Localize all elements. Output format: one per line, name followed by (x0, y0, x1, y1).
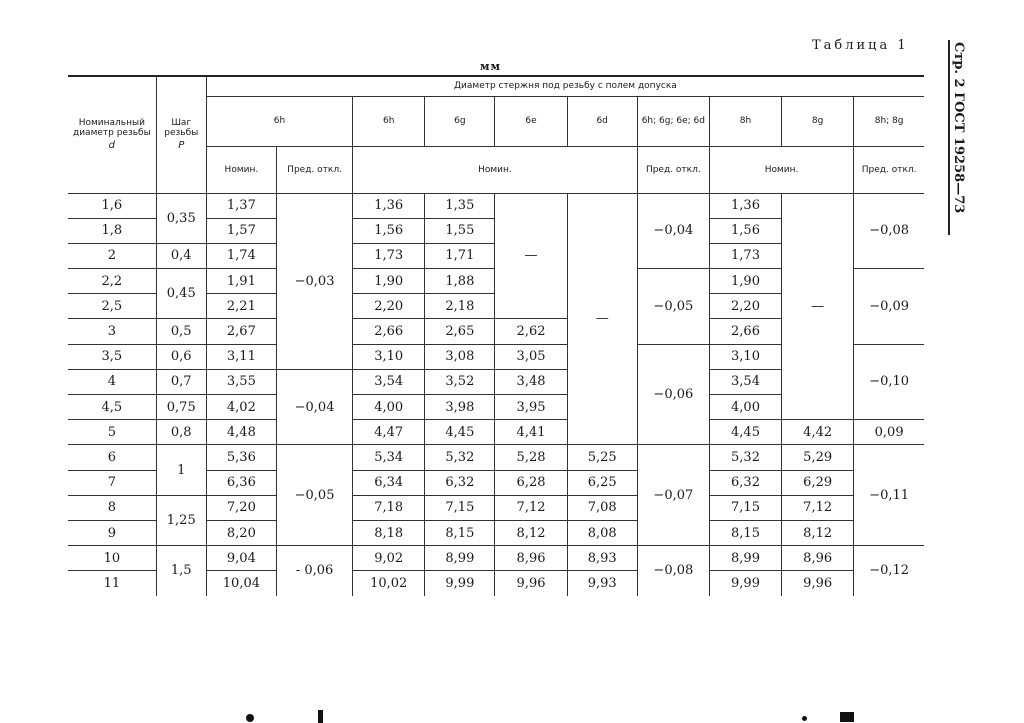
cell-nom-6e: 6,28 (495, 470, 567, 495)
cell-d: 9 (68, 520, 156, 545)
cell-nom-6h-a: 8,20 (206, 520, 276, 545)
table-row (68, 193, 924, 218)
ink-mark (246, 714, 254, 722)
cell-p: 1,25 (156, 495, 206, 545)
header-tol-6e: 6e (495, 96, 567, 146)
header-tol-6d: 6d (567, 96, 637, 146)
cell-p: 0,7 (156, 369, 206, 394)
ink-mark (802, 716, 807, 721)
cell-nom-8h: 4,45 (709, 420, 781, 445)
cell-nom-8g: 8,96 (782, 546, 854, 571)
ink-mark (840, 712, 854, 722)
cell-6e-dash: — (495, 193, 567, 319)
cell-dev-6h-a: - 0,06 (276, 546, 352, 596)
cell-nom-8h: 3,54 (709, 369, 781, 394)
cell-nom-8h: 8,15 (709, 520, 781, 545)
cell-p: 0,8 (156, 420, 206, 445)
table-row (68, 546, 924, 571)
cell-nom-6e: 5,28 (495, 445, 567, 470)
cell-nom-6g: 4,45 (425, 420, 495, 445)
cell-nom-6g: 8,99 (425, 546, 495, 571)
cell-nom-6h: 8,18 (353, 520, 425, 545)
cell-dev-mid: −0,04 (637, 193, 709, 269)
cell-nom-8h: 1,36 (709, 193, 781, 218)
cell-nom-6h-a: 1,74 (206, 243, 276, 268)
cell-nom-6h-a: 4,02 (206, 395, 276, 420)
cell-nom-8h: 4,00 (709, 395, 781, 420)
header-tol-mid: 6h; 6g; 6e; 6d (637, 96, 709, 146)
cell-nom-8h: 2,66 (709, 319, 781, 344)
cell-d: 4,5 (68, 395, 156, 420)
cell-nom-6g: 1,55 (425, 218, 495, 243)
cell-d: 3 (68, 319, 156, 344)
cell-nom-6h-a: 1,57 (206, 218, 276, 243)
cell-p: 0,45 (156, 269, 206, 319)
cell-dev-8: 0,09 (854, 420, 924, 445)
header-d-symbol: d (108, 140, 116, 152)
cell-nom-6h: 5,34 (353, 445, 425, 470)
units-label: мм (480, 60, 502, 73)
cell-nom-8g: 9,96 (782, 571, 854, 596)
standard-reference: Стр. 2 ГОСТ 19258—73 (951, 42, 966, 214)
cell-nom-6e: 9,96 (495, 571, 567, 596)
cell-nom-6h-a: 1,91 (206, 269, 276, 294)
header-dev-8: Пред. откл. (854, 146, 924, 193)
header-p-symbol: P (178, 140, 185, 152)
cell-nom-6d: 5,25 (567, 445, 637, 470)
cell-nom-6g: 3,52 (425, 369, 495, 394)
header-tol-8h8g: 8h; 8g (854, 96, 924, 146)
cell-p: 0,35 (156, 193, 206, 243)
cell-nom-6h-a: 1,37 (206, 193, 276, 218)
cell-d: 1,6 (68, 193, 156, 218)
cell-dev-mid: −0,06 (637, 344, 709, 445)
cell-nom-6g: 8,15 (425, 520, 495, 545)
cell-nom-6h: 3,10 (353, 344, 425, 369)
cell-nom-6d: 8,08 (567, 520, 637, 545)
cell-nom-6h: 2,20 (353, 294, 425, 319)
header-d-text: Номинальный диаметр резьбы (72, 118, 151, 139)
cell-nom-6g: 1,88 (425, 269, 495, 294)
cell-p: 0,4 (156, 243, 206, 268)
cell-nom-6h: 2,66 (353, 319, 425, 344)
cell-nom-6h-a: 2,21 (206, 294, 276, 319)
table-row (68, 445, 924, 470)
cell-nom-6g: 5,32 (425, 445, 495, 470)
table-row (68, 420, 924, 445)
cell-nom-8g: 8,12 (782, 520, 854, 545)
cell-d: 2 (68, 243, 156, 268)
cell-nom-6g: 1,71 (425, 243, 495, 268)
header-nom-6: Номин. (353, 146, 638, 193)
header-nominal-diameter (68, 76, 156, 193)
cell-nom-6h-a: 2,67 (206, 319, 276, 344)
cell-nom-6d: 7,08 (567, 495, 637, 520)
cell-dev-mid: −0,07 (637, 445, 709, 546)
cell-d: 5 (68, 420, 156, 445)
cell-nom-6e: 7,12 (495, 495, 567, 520)
cell-d: 4 (68, 369, 156, 394)
cell-nom-6h: 7,18 (353, 495, 425, 520)
cell-6d-dash: — (567, 193, 637, 445)
cell-dev-8: −0,10 (854, 344, 924, 420)
cell-d: 2,2 (68, 269, 156, 294)
cell-nom-6h-a: 4,48 (206, 420, 276, 445)
header-group: Диаметр стержня под резьбу с полем допуска (206, 76, 924, 96)
cell-nom-6h: 1,73 (353, 243, 425, 268)
cell-nom-6h: 1,56 (353, 218, 425, 243)
cell-nom-8h: 6,32 (709, 470, 781, 495)
header-pitch (156, 76, 206, 193)
cell-nom-6e: 8,96 (495, 546, 567, 571)
cell-nom-8h: 1,73 (709, 243, 781, 268)
cell-nom-6h: 3,54 (353, 369, 425, 394)
cell-nom-6h-a: 3,55 (206, 369, 276, 394)
cell-d: 6 (68, 445, 156, 470)
cell-nom-6h: 1,36 (353, 193, 425, 218)
cell-nom-6g: 3,98 (425, 395, 495, 420)
cell-nom-8g: 4,42 (782, 420, 854, 445)
cell-nom-8g: 7,12 (782, 495, 854, 520)
thread-diameter-table (68, 75, 924, 596)
cell-nom-6h: 4,00 (353, 395, 425, 420)
cell-nom-6h: 1,90 (353, 269, 425, 294)
cell-d: 1,8 (68, 218, 156, 243)
header-tol-6h-a: 6h (206, 96, 352, 146)
cell-nom-6h: 9,02 (353, 546, 425, 571)
cell-dev-6h-a: −0,04 (276, 369, 352, 445)
cell-nom-6g: 1,35 (425, 193, 495, 218)
cell-nom-8g: 6,29 (782, 470, 854, 495)
cell-nom-6g: 7,15 (425, 495, 495, 520)
cell-p: 0,5 (156, 319, 206, 344)
cell-p: 0,75 (156, 395, 206, 420)
cell-nom-6h-a: 7,20 (206, 495, 276, 520)
cell-nom-6h: 6,34 (353, 470, 425, 495)
cell-nom-6d: 8,93 (567, 546, 637, 571)
cell-dev-8: −0,11 (854, 445, 924, 546)
cell-nom-8h: 2,20 (709, 294, 781, 319)
cell-nom-6g: 3,08 (425, 344, 495, 369)
page-side-label (944, 42, 970, 232)
page-edge-marks (0, 700, 1024, 723)
cell-dev-8: −0,12 (854, 546, 924, 596)
cell-p: 1 (156, 445, 206, 495)
cell-dev-6h-a: −0,05 (276, 445, 352, 546)
header-tol-8h: 8h (709, 96, 781, 146)
table-row (68, 495, 924, 520)
cell-nom-8h: 1,56 (709, 218, 781, 243)
cell-nom-8h: 9,99 (709, 571, 781, 596)
cell-d: 8 (68, 495, 156, 520)
cell-p: 0,6 (156, 344, 206, 369)
header-nom-6h-a: Номин. (206, 146, 276, 193)
cell-nom-6g: 9,99 (425, 571, 495, 596)
cell-nom-8h: 1,90 (709, 269, 781, 294)
cell-d: 10 (68, 546, 156, 571)
cell-dev-8: −0,09 (854, 269, 924, 345)
cell-nom-8h: 5,32 (709, 445, 781, 470)
ink-mark (318, 710, 323, 723)
cell-d: 3,5 (68, 344, 156, 369)
cell-nom-6e: 3,95 (495, 395, 567, 420)
cell-nom-8h: 3,10 (709, 344, 781, 369)
header-tol-8g: 8g (782, 96, 854, 146)
header-dev-6h-a: Пред. откл. (276, 146, 352, 193)
cell-dev-8: −0,08 (854, 193, 924, 269)
cell-nom-6h-a: 3,11 (206, 344, 276, 369)
cell-nom-6e: 8,12 (495, 520, 567, 545)
cell-dev-mid: −0,05 (637, 269, 709, 345)
cell-nom-6h-a: 9,04 (206, 546, 276, 571)
header-tol-6g: 6g (425, 96, 495, 146)
cell-nom-8h: 7,15 (709, 495, 781, 520)
header-dev-mid: Пред. откл. (637, 146, 709, 193)
cell-d: 11 (68, 571, 156, 596)
cell-nom-6h-a: 10,04 (206, 571, 276, 596)
cell-nom-6d: 6,25 (567, 470, 637, 495)
cell-d: 2,5 (68, 294, 156, 319)
cell-nom-6g: 2,65 (425, 319, 495, 344)
cell-p: 1,5 (156, 546, 206, 596)
cell-nom-6h-a: 5,36 (206, 445, 276, 470)
cell-nom-6e: 3,48 (495, 369, 567, 394)
cell-nom-6e: 2,62 (495, 319, 567, 344)
cell-8g-dash: — (782, 193, 854, 420)
header-nom-8: Номин. (709, 146, 853, 193)
cell-nom-6e: 3,05 (495, 344, 567, 369)
cell-nom-8g: 5,29 (782, 445, 854, 470)
cell-dev-mid: −0,08 (637, 546, 709, 596)
cell-nom-6d: 9,93 (567, 571, 637, 596)
cell-dev-6h-a: −0,03 (276, 193, 352, 369)
header-tol-6h: 6h (353, 96, 425, 146)
cell-nom-6h: 4,47 (353, 420, 425, 445)
cell-nom-6g: 6,32 (425, 470, 495, 495)
table-title: Таблица 1 (812, 38, 909, 53)
cell-nom-8h: 8,99 (709, 546, 781, 571)
header-p-text: Шаг резьбы (164, 118, 199, 139)
cell-nom-6h: 10,02 (353, 571, 425, 596)
cell-d: 7 (68, 470, 156, 495)
cell-nom-6g: 2,18 (425, 294, 495, 319)
cell-nom-6e: 4,41 (495, 420, 567, 445)
cell-nom-6h-a: 6,36 (206, 470, 276, 495)
